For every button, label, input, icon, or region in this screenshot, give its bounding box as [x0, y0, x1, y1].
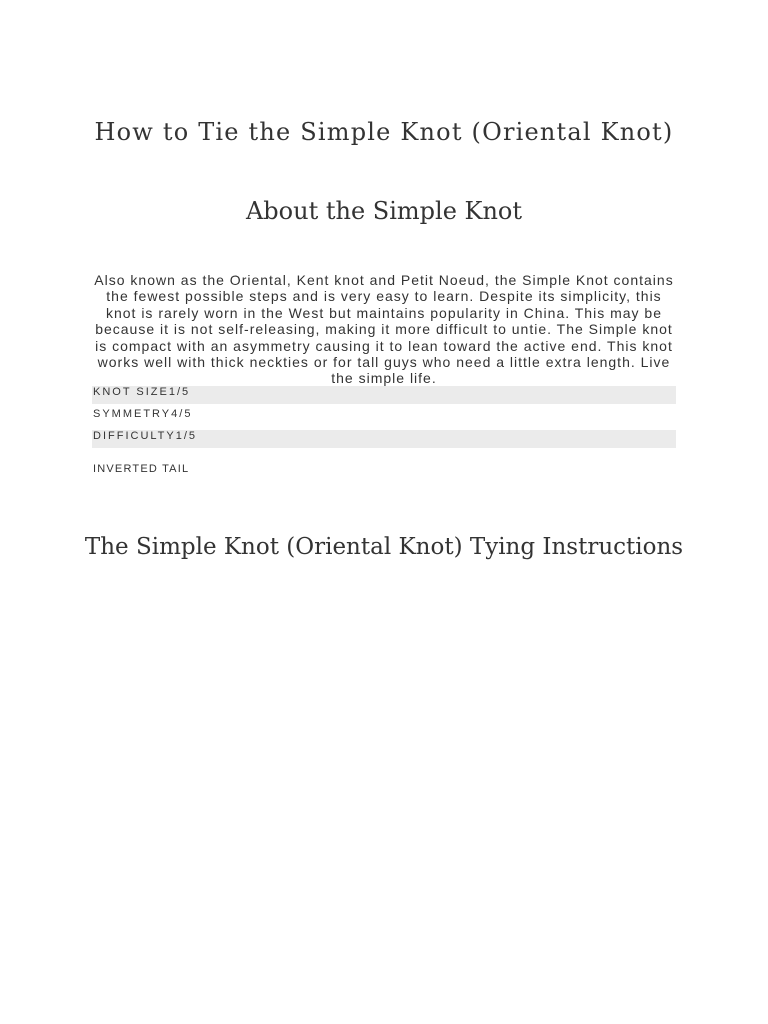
rating-value: 1/5: [168, 386, 191, 398]
inverted-tail-label: INVERTED TAIL: [93, 463, 190, 475]
rating-label: SYMMETRY: [93, 408, 172, 420]
instructions-heading: The Simple Knot (Oriental Knot) Tying Instructions: [84, 534, 684, 560]
rating-difficulty: [92, 430, 676, 448]
rating-value: 1/5: [175, 430, 198, 442]
intro-paragraph: Also known as the Oriental, Kent knot and Petit Noeud, the Simple Knot contains the fewest possible steps and is very easy to learn. Despite its simplicity, this knot is rarely worn in the West but maintains popularity in China. This may be because it is not self-releasing, making it more difficult to untie. The Simple knot is compact with an asymmetry causing it to lean toward the active end. This knot works well with thick neckties or for tall guys who need a little extra length. Live the simple life.: [94, 272, 674, 387]
knot-ratings-list: [92, 386, 676, 448]
about-heading: About the Simple Knot: [245, 197, 523, 225]
rating-label: KNOT SIZE: [93, 386, 169, 398]
page-title: How to Tie the Simple Knot (Oriental Knot): [94, 118, 674, 146]
rating-symmetry: [92, 408, 676, 426]
rating-knot-size: [92, 386, 676, 404]
rating-value: 4/5: [171, 408, 193, 420]
rating-label: DIFFICULTY: [93, 430, 176, 442]
